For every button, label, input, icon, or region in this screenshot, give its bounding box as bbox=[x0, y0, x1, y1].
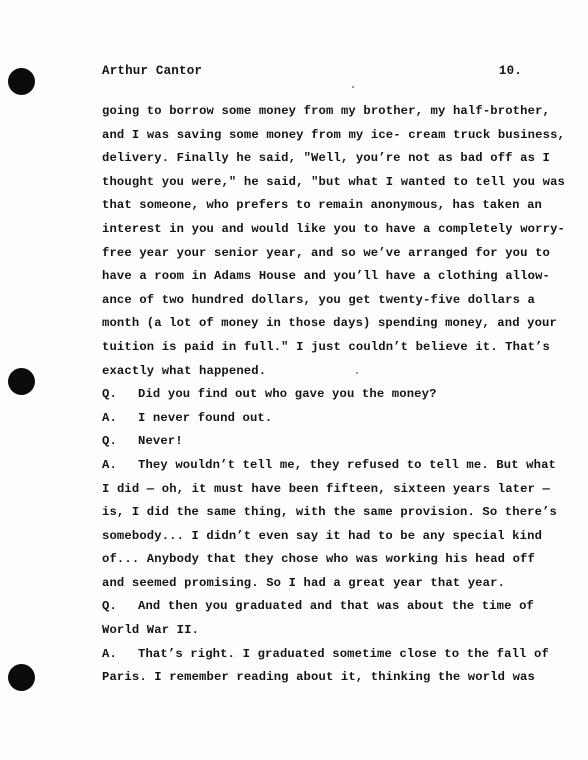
speaker-tag: A. bbox=[102, 410, 117, 425]
line-text: tuition is paid in full." I just couldn’t believe it. That’s bbox=[102, 339, 550, 354]
qa-line bbox=[102, 595, 534, 619]
qa-line bbox=[102, 430, 522, 454]
line-text: I never found out. bbox=[138, 410, 273, 425]
text-line bbox=[102, 312, 557, 336]
line-text: thought you were," he said, "but what I wanted to tell you was bbox=[102, 174, 565, 189]
text-line bbox=[102, 360, 522, 384]
line-text: somebody... I didn’t even say it had to be any special kind bbox=[102, 528, 543, 543]
text-line bbox=[102, 572, 522, 596]
speaker-tag: Q. bbox=[102, 434, 117, 449]
line-text: of... Anybody that they chose who was working his head off bbox=[102, 552, 535, 567]
text-line bbox=[102, 336, 550, 360]
line-text: and I was saving some money from my ice- cream truck business, bbox=[102, 127, 565, 142]
line-text: That’s right. I graduated sometime close to the fall of bbox=[138, 646, 549, 661]
text-line bbox=[102, 289, 535, 313]
line-text: They wouldn’t tell me, they refused to tell me. But what bbox=[138, 457, 556, 472]
text-line bbox=[102, 218, 565, 242]
line-text: Never! bbox=[138, 434, 183, 449]
qa-line bbox=[102, 643, 549, 667]
line-text: Paris. I remember reading about it, thinking the world was bbox=[102, 670, 535, 685]
line-text: World War II. bbox=[102, 623, 200, 638]
speaker-tag: A. bbox=[102, 457, 117, 472]
speaker-tag: Q. bbox=[102, 599, 117, 614]
line-text: that someone, who prefers to remain anonymous, has taken an bbox=[102, 198, 542, 213]
line-text: ance of two hundred dollars, you get twenty-five dollars a bbox=[102, 292, 535, 307]
line-text: I did — oh, it must have been fifteen, sixteen years later — bbox=[102, 481, 550, 496]
line-text: month (a lot of money in those days) spending money, and your bbox=[102, 316, 557, 331]
line-text: Did you find out who gave you the money? bbox=[138, 387, 437, 402]
text-line bbox=[102, 265, 550, 289]
text-line bbox=[102, 124, 565, 148]
line-text: is, I did the same thing, with the same provision. So there’s bbox=[102, 505, 558, 520]
line-text: and seemed promising. So I had a great year that year. bbox=[102, 575, 506, 590]
line-text: interest in you and would like you to have a completely worry- bbox=[102, 221, 565, 236]
page-number: 10. bbox=[498, 64, 522, 78]
scan-speck bbox=[352, 86, 354, 88]
line-text: And then you graduated and that was about the time of bbox=[138, 599, 534, 614]
text-line bbox=[102, 242, 550, 266]
line-text: have a room in Adams House and you’ll have a clothing allow- bbox=[102, 269, 550, 284]
text-line bbox=[102, 501, 558, 525]
text-line bbox=[102, 171, 565, 195]
qa-line bbox=[102, 407, 522, 431]
speaker-tag: A. bbox=[102, 646, 117, 661]
text-line bbox=[102, 100, 550, 124]
line-text: delivery. Finally he said, "Well, you’re not as bad off as I bbox=[102, 151, 550, 166]
punch-hole-bottom bbox=[8, 664, 35, 691]
text-line bbox=[102, 666, 535, 690]
text-line bbox=[102, 194, 542, 218]
text-line bbox=[102, 525, 543, 549]
text-line bbox=[102, 548, 535, 572]
line-text: exactly what happened. bbox=[102, 363, 267, 378]
punch-hole-top bbox=[8, 68, 35, 95]
qa-line bbox=[102, 383, 522, 407]
speaker-tag: Q. bbox=[102, 387, 117, 402]
line-text: going to borrow some money from my brother, my half-brother, bbox=[102, 104, 550, 118]
interviewee-name: Arthur Cantor bbox=[102, 64, 203, 78]
text-line bbox=[102, 619, 522, 643]
punch-hole-middle bbox=[8, 368, 35, 395]
text-line bbox=[102, 147, 550, 171]
line-text: free year your senior year, and so we’ve arranged for you to bbox=[102, 245, 550, 260]
qa-line bbox=[102, 454, 556, 478]
text-line bbox=[102, 478, 550, 502]
transcript-body bbox=[102, 100, 565, 690]
